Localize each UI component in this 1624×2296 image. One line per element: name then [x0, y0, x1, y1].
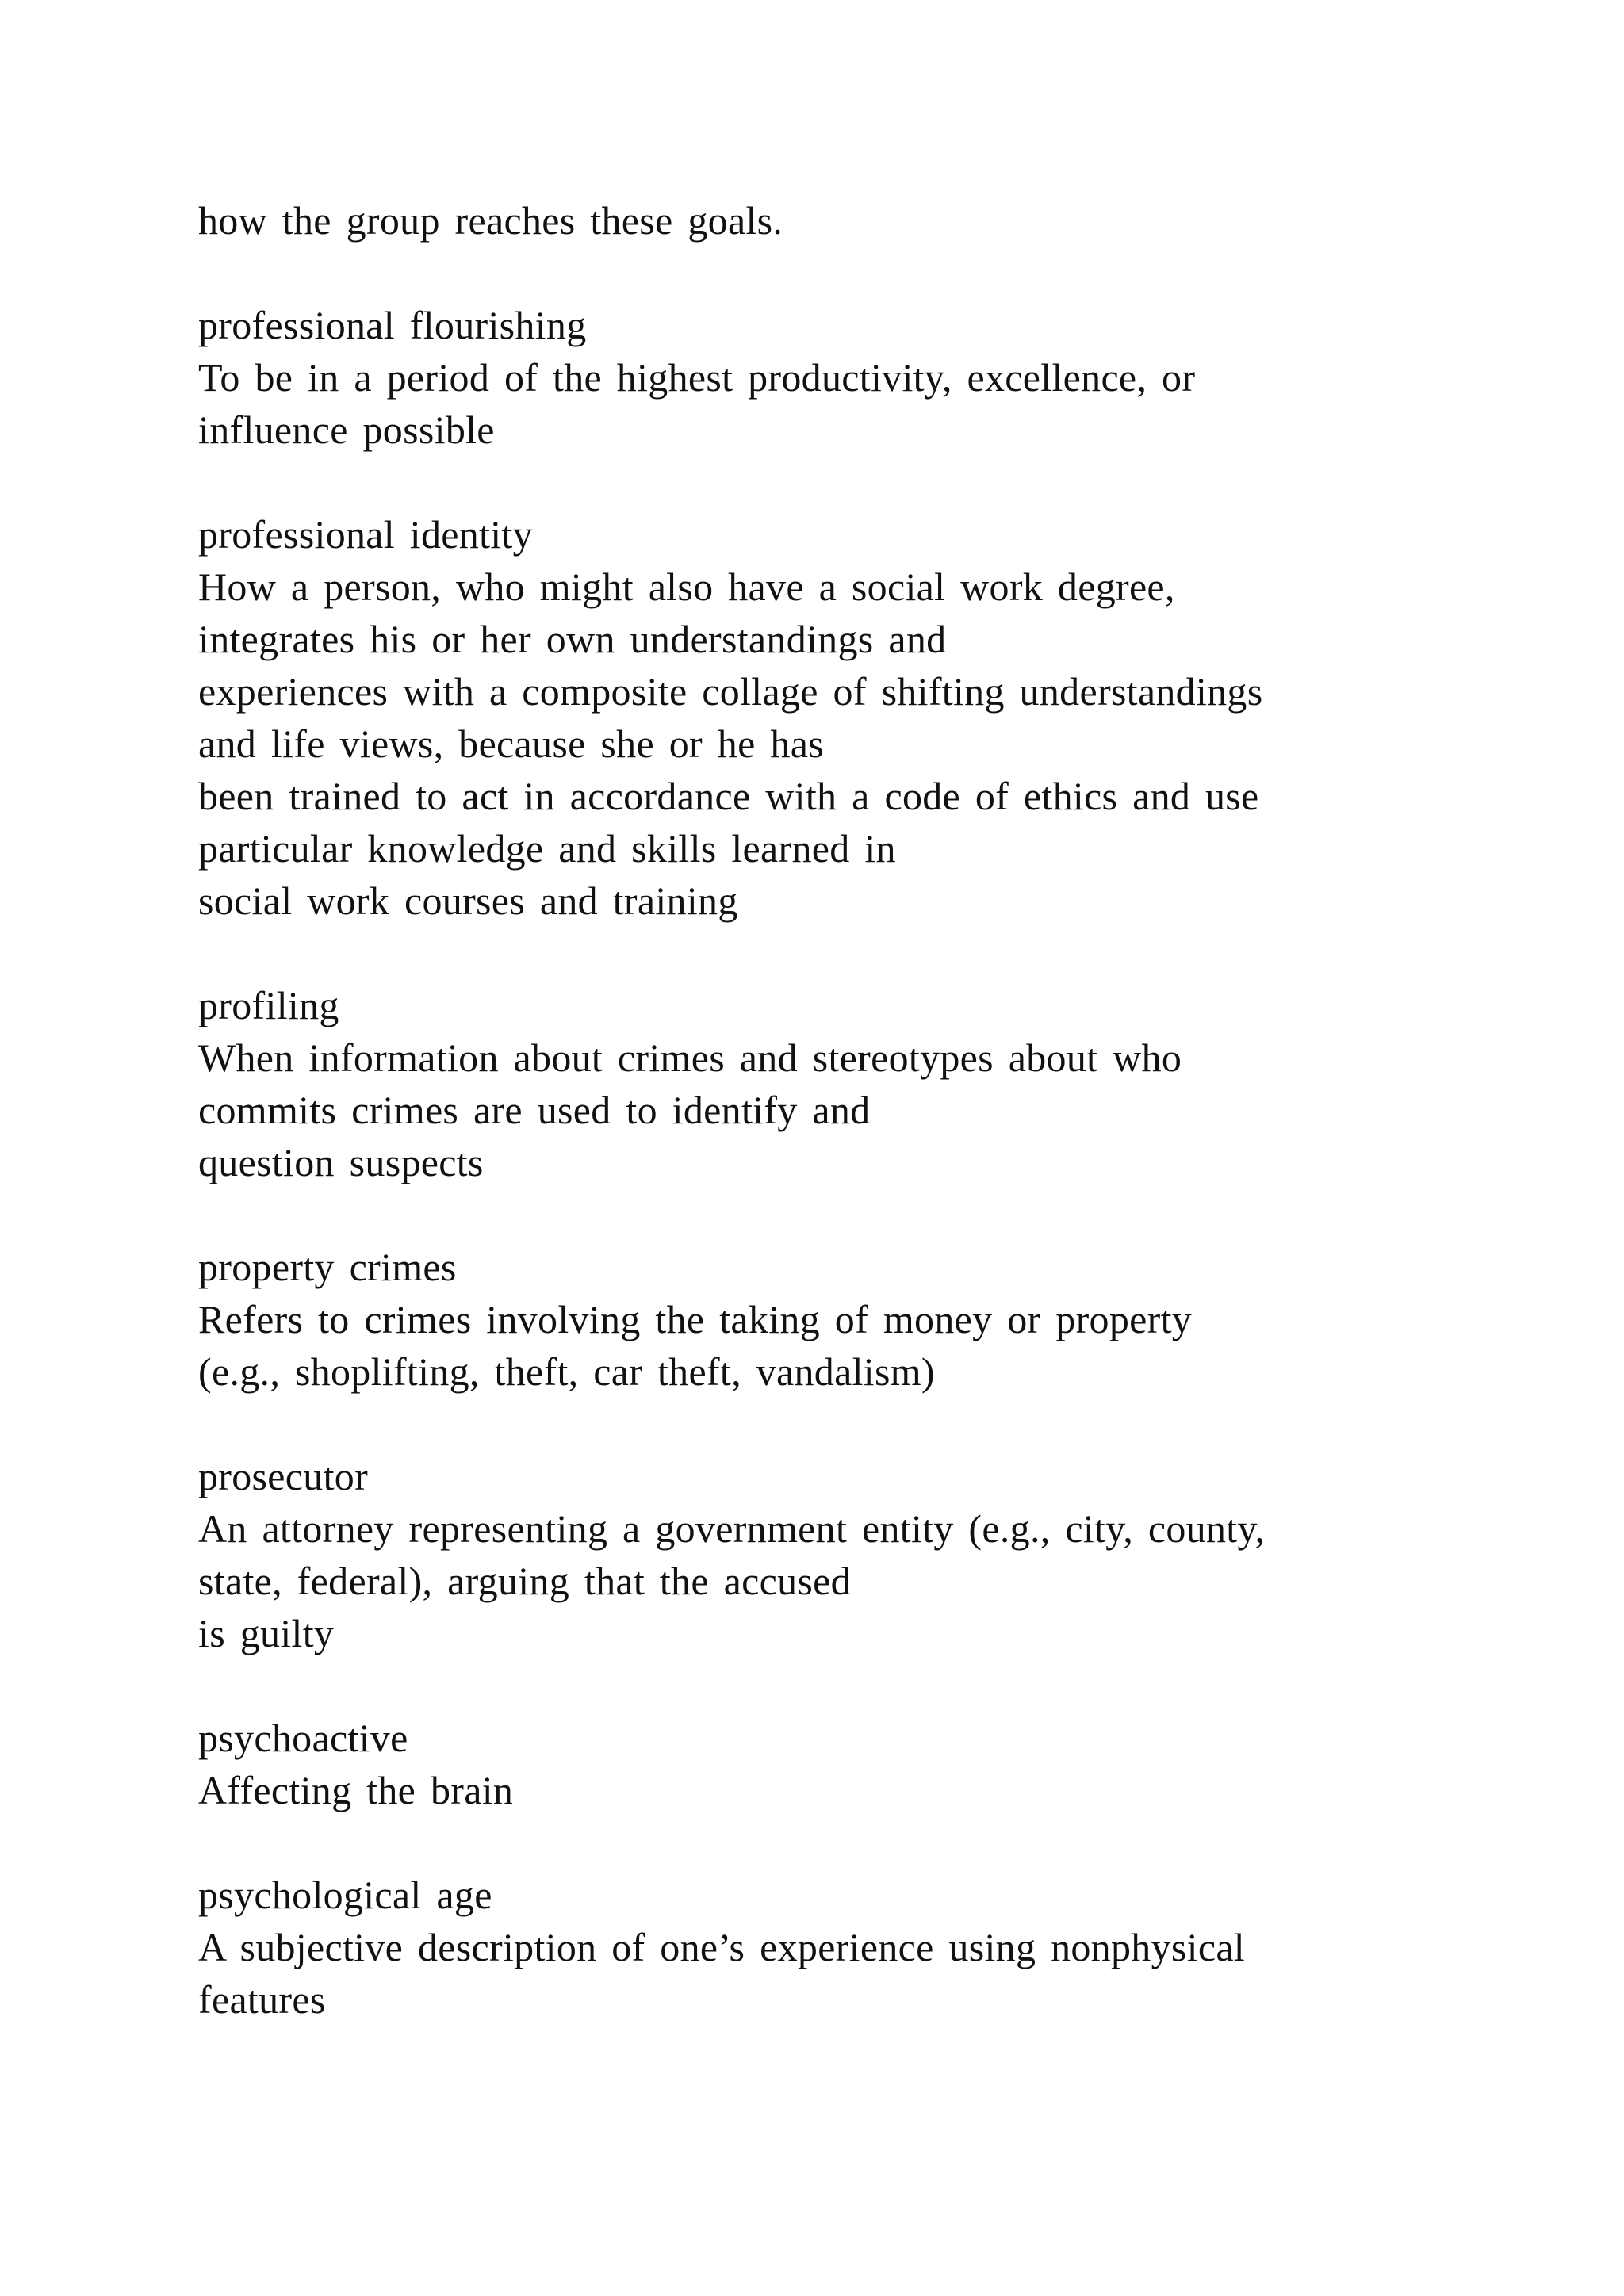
definition-line: A subjective description of one’s experience using nonphysical [198, 1925, 1245, 1969]
glossary-term: psychoactive [198, 1716, 408, 1760]
definition-line: question suspects [198, 1140, 484, 1184]
glossary-term: professional identity [198, 512, 533, 557]
definition-line: (e.g., shoplifting, theft, car theft, vandalism) [198, 1349, 935, 1394]
spacer [198, 1816, 1507, 1869]
spacer [198, 1659, 1507, 1712]
glossary-entry [198, 508, 1507, 927]
definition-line: To be in a period of the highest productivity, excellence, or [198, 355, 1196, 400]
definition-line: been trained to act in accordance with a code of ethics and use [198, 774, 1259, 818]
definition-line: integrates his or her own understandings and [198, 617, 947, 661]
spacer [198, 247, 1507, 299]
definition-line: An attorney representing a government entity (e.g., city, county, [198, 1506, 1266, 1551]
glossary-entry [198, 1450, 1507, 1659]
definition-line: features [198, 1977, 326, 2022]
definition-line: commits crimes are used to identify and [198, 1088, 871, 1132]
spacer [198, 1398, 1507, 1450]
definition-line: Refers to crimes involving the taking of money or property [198, 1297, 1193, 1341]
definition-line: social work courses and training [198, 878, 738, 923]
intro-line: how the group reaches these goals. [198, 198, 783, 243]
glossary-term: profiling [198, 983, 339, 1027]
definition-line: and life views, because she or he has [198, 721, 824, 766]
spacer [198, 456, 1507, 508]
definition-line: influence possible [198, 408, 495, 452]
definition-line: How a person, who might also have a social work degree, [198, 564, 1175, 609]
glossary-entry [198, 299, 1507, 456]
glossary-entry [198, 1869, 1507, 2026]
definition-line: particular knowledge and skills learned in [198, 826, 896, 871]
glossary-content [198, 194, 1507, 2026]
glossary-term: professional flourishing [198, 303, 587, 347]
spacer [198, 927, 1507, 979]
glossary-term: property crimes [198, 1245, 457, 1289]
definition-line: experiences with a composite collage of shifting understandings [198, 669, 1263, 714]
glossary-term: psychological age [198, 1873, 492, 1917]
glossary-entry [198, 979, 1507, 1188]
definition-line: When information about crimes and stereotypes about who [198, 1035, 1182, 1080]
definition-line: state, federal), arguing that the accused [198, 1559, 851, 1603]
glossary-entry [198, 1712, 1507, 1816]
spacer [198, 1188, 1507, 1241]
definition-line: is guilty [198, 1611, 335, 1655]
glossary-entry [198, 1241, 1507, 1398]
glossary-term: prosecutor [198, 1454, 369, 1498]
definition-line: Affecting the brain [198, 1768, 514, 1812]
